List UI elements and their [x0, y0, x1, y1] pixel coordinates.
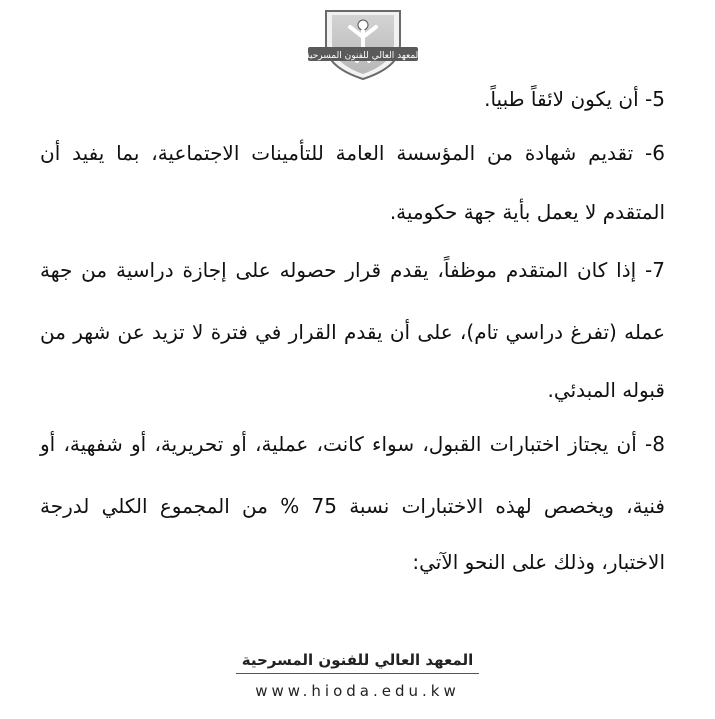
p7-line-1: 7- إذا كان المتقدم موظفاً، يقدم قرار حصوله على إجازة دراسية من جهة: [40, 258, 665, 282]
p8-line-1: 8- أن يجتاز اختبارات القبول، سواء كانت، عملية، أو تحريرية، أو شفهية، أو: [40, 432, 665, 456]
institute-logo: [302, 5, 424, 85]
institute-name: المعهد العالي للفنون المسرحية: [236, 651, 480, 674]
p6-line-2: المتقدم لا يعمل بأية جهة حكومية.: [389, 200, 665, 224]
p5-line-1: 5- أن يكون لائقاً طبياً.: [484, 87, 665, 111]
p6-line-1: 6- تقديم شهادة من المؤسسة العامة للتأمينات الاجتماعية، بما يفيد أن: [40, 141, 665, 165]
p8-line-3: الاختبار، وذلك على النحو الآتي:: [412, 550, 665, 574]
p8-line-2: فنية، ويخصص لهذه الاختبارات نسبة 75 % من المجموع الكلي لدرجة: [40, 494, 665, 518]
shield-logo-icon: [302, 5, 424, 85]
website-url: www.hioda.edu.kw: [255, 682, 460, 700]
p7-line-3: قبوله المبدئي.: [547, 378, 665, 402]
logo-text: المعهد العالي للفنون المسرحية: [305, 51, 421, 61]
p7-line-2: عمله (تفرغ دراسي تام)، على أن يقدم القرار في فترة لا تزيد عن شهر من: [40, 320, 665, 344]
page-footer: [0, 650, 715, 700]
